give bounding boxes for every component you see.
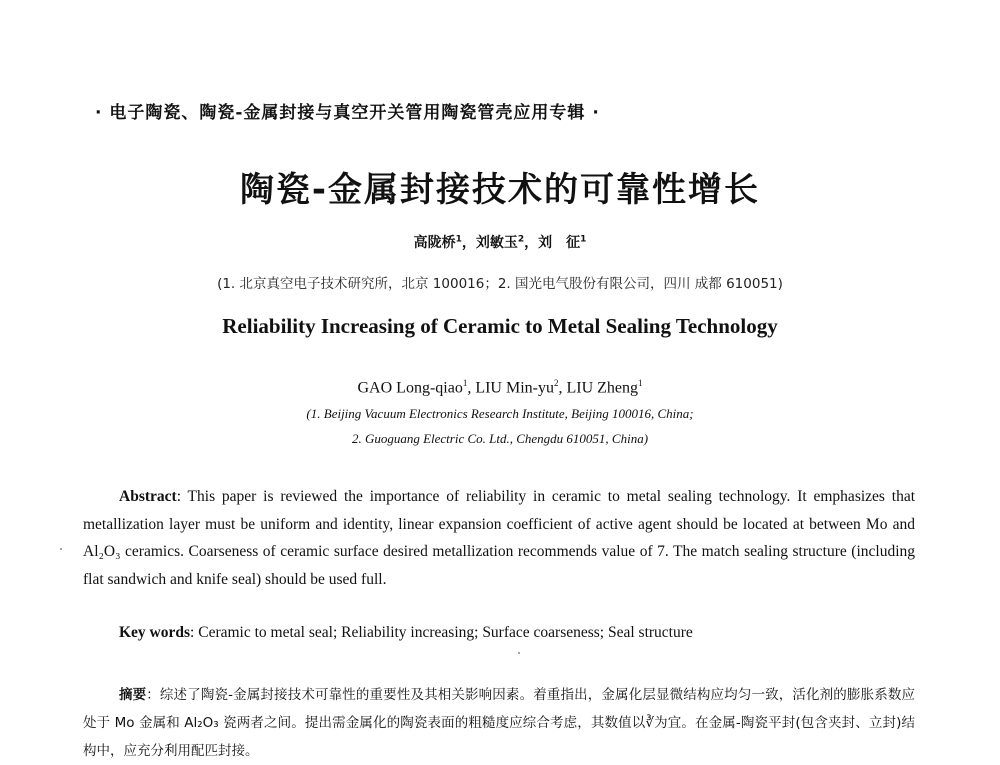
chinese-title: 陶瓷-金属封接技术的可靠性增长	[239, 170, 761, 210]
cn-author-name: 高陇桥	[413, 235, 456, 251]
english-authors: GAO Long-qiao$^1$, LIU Min-$yu^2$, LIU Zheng$^1$	[357, 378, 643, 397]
chinese-abstract	[83, 681, 915, 765]
english-title: Reliability Increasing of Ceramic to Metal Sealing Technology	[222, 314, 778, 338]
en-author-name: LIU Zheng	[566, 379, 638, 397]
en-author-name: GAO Long-qiao	[357, 379, 463, 397]
cn-abstract-text: 综述了陶瓷-金属封接技术可靠性的重要性及其相关影响因素。着重指出，金属化层显微结构应均匀一致，活化剂的膨胀系数应处于 Mo 金属和 Al₂O₃ 瓷两者之间。提出需金属化的陶瓷表面的粗糙度应综合考虑，其数值以∛为宜。在金属-陶瓷平封(包含夹封、立封)结构中，应充分利用配匹封接。	[83, 687, 915, 759]
english-abstract	[83, 483, 915, 593]
abstract-separator: :	[176, 488, 188, 505]
abstract-label: Abstract	[119, 488, 177, 505]
cn-author-mark: 1	[455, 234, 462, 245]
chinese-authors: 高陇桥$^1$，刘敏玉$^2$，刘 征$^1$	[413, 234, 587, 251]
chinese-affiliation: (1. 北京真空电子技术研究所，北京 100016；2. 国光电气股份有限公司，四川 成都 610051)	[217, 276, 783, 292]
cn-abstract-separator: ：	[146, 687, 160, 703]
keywords-separator: :	[190, 624, 199, 641]
english-keywords	[119, 624, 693, 642]
cn-author-name: 刘敏玉	[475, 235, 518, 251]
en-author-mark: 1	[638, 378, 643, 388]
cn-abstract-label: 摘要	[119, 687, 147, 703]
abstract-text: This paper is reviewed the importance of reliability in ceramic to metal sealing technology. It emphasizes that metallization layer must be uniform and identity, linear expansion coefficient of active agent should be located at between Mo and Al₂O₃ ceramics. Coarseness of ceramic surface desired metallization recommends value of 7. The match sealing structure (including flat sandwich and knife seal) should be used full.	[83, 488, 916, 588]
keywords-text: Ceramic to metal seal; Reliability increasing; Surface coarseness; Seal structure	[198, 624, 693, 641]
en-author-mark: 1	[462, 378, 468, 388]
cn-author-mark: 1	[580, 234, 587, 245]
series-header: · 电子陶瓷、陶瓷-金属封接与真空开关管用陶瓷管壳应用专辑 ·	[95, 103, 600, 123]
cn-author-name: 刘 征	[538, 235, 581, 251]
scan-speck	[60, 548, 62, 550]
english-affiliation-1: (1. Beijing Vacuum Electronics Research Institute, Beijing 100016, China;	[306, 406, 694, 421]
en-author-name: LIU Min-yu	[475, 379, 554, 397]
keywords-label: Key words	[119, 624, 191, 641]
scan-speck	[518, 652, 520, 654]
en-author-mark: 2	[553, 378, 559, 388]
cn-author-mark: 2	[517, 234, 525, 245]
english-affiliation-2: 2. Guoguang Electric Co. Ltd., Chengdu 610051, China)	[351, 431, 649, 446]
